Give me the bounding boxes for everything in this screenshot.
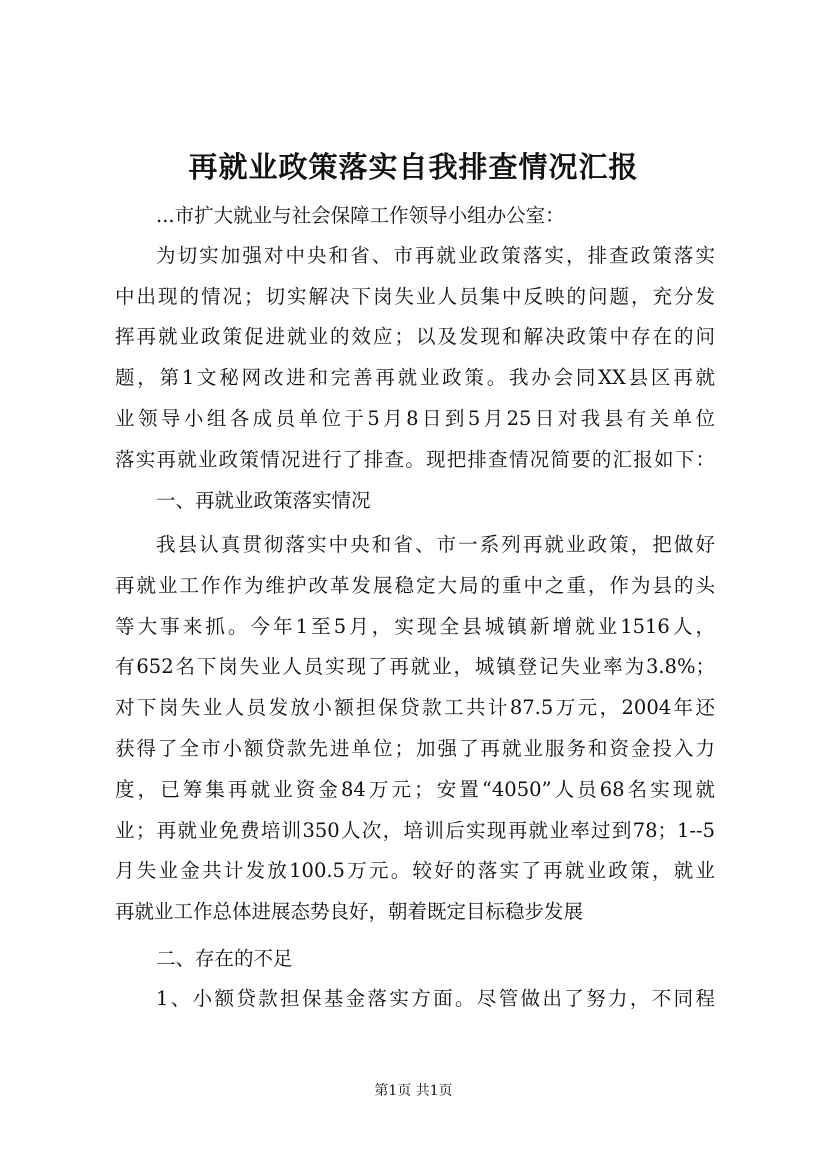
text-line: 业；再就业免费培训350人次，培训后实现再就业率过到78；1--5 (115, 819, 715, 842)
text-line: ...市扩大就业与社会保障工作领导小组办公室： (156, 204, 565, 227)
text-line: 落实再就业政策情况进行了排查。现把排查情况简要的汇报如下： (115, 448, 715, 471)
text-line: 对下岗失业人员发放小额担保贷款工共计87.5万元，2004年还 (115, 696, 715, 719)
text-line: 有652名下岗失业人员实现了再就业，城镇登记失业率为3.8%； (115, 655, 715, 678)
text-line: 再就业工作总体进展态势良好，朝着既定目标稳步发展 (115, 900, 584, 923)
text-line: 1、小额贷款担保基金落实方面。尽管做出了努力，不同程 (156, 987, 715, 1010)
text-line: 再就业工作作为维护改革发展稳定大局的重中之重，作为县的头 (115, 574, 715, 597)
text-line: 挥再就业政策促进就业的效应；以及发现和解决政策中存在的问 (115, 325, 715, 348)
text-line: 业领导小组各成员单位于5月8日到5月25日对我县有关单位 (115, 407, 715, 430)
text-line: 题，第1文秘网改进和完善再就业政策。我办会同XX县区再就 (115, 366, 715, 389)
text-line: 等大事来抓。今年1至5月，实现全县城镇新增就业1516人， (115, 615, 715, 638)
text-line: 获得了全市小额贷款先进单位；加强了再就业服务和资金投入力 (115, 737, 715, 760)
document-title: 再就业政策落实自我排查情况汇报 (188, 150, 639, 184)
text-line: 度，已筹集再就业资金84万元；安置“4050”人员68名实现就 (115, 778, 715, 801)
section-heading: 一、再就业政策落实情况 (156, 489, 371, 512)
section-heading: 二、存在的不足 (156, 947, 293, 970)
text-line: 月失业金共计发放100.5万元。较好的落实了再就业政策，就业 (115, 859, 715, 882)
text-line: 我县认真贯彻落实中央和省、市一系列再就业政策，把做好 (156, 533, 715, 556)
text-line: 中出现的情况；切实解决下岗失业人员集中反映的问题，充分发 (115, 285, 715, 308)
page-footer: 第1页 共1页 (374, 1083, 453, 1099)
text-line: 为切实加强对中央和省、市再就业政策落实，排查政策落实 (156, 244, 715, 267)
